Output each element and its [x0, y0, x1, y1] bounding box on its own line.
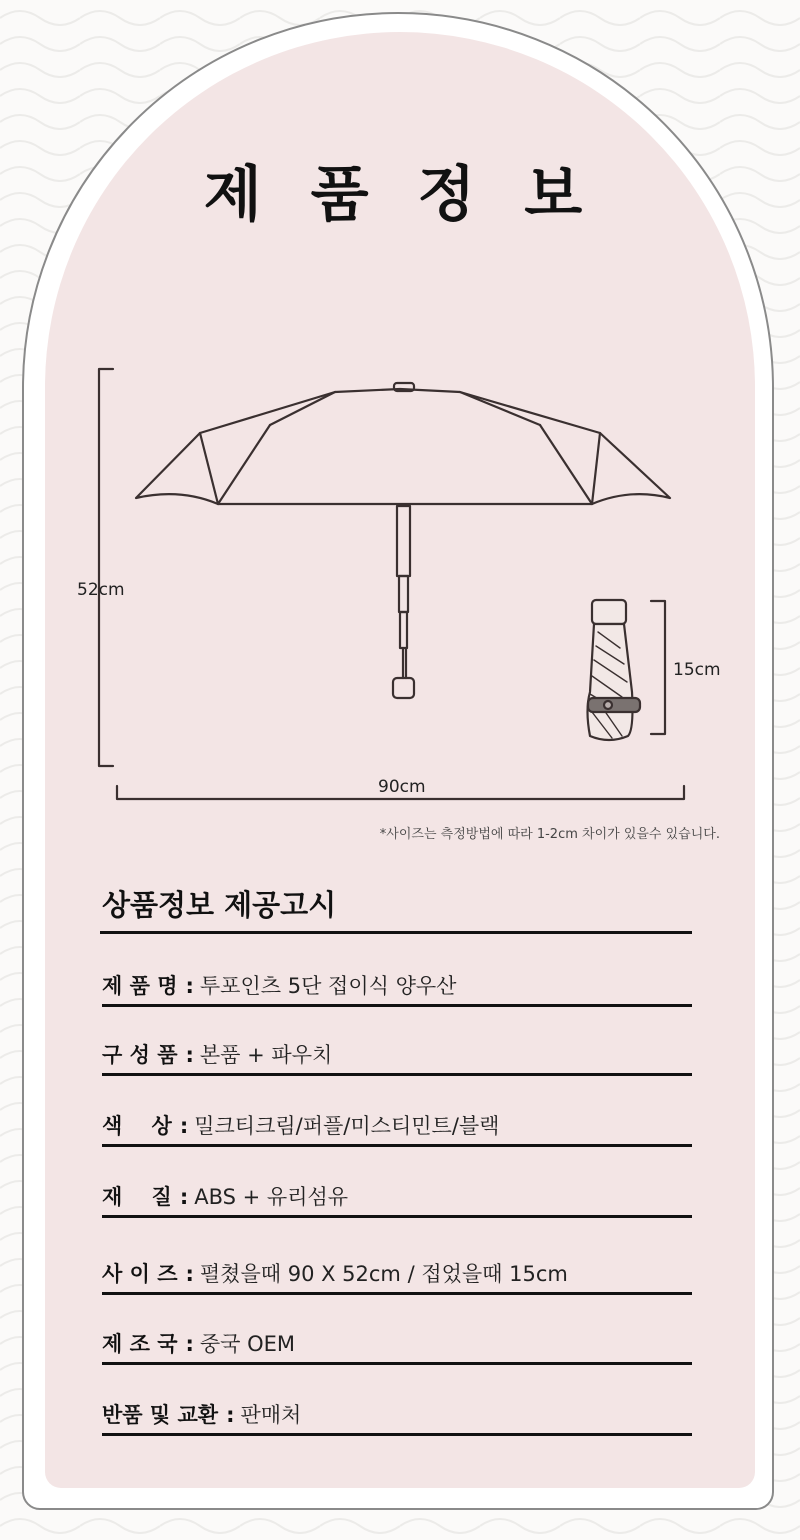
spec-value: ABS + 유리섬유: [194, 1184, 349, 1209]
spec-separator: :: [179, 1113, 189, 1138]
spec-row-product-name: [102, 967, 692, 1007]
spec-separator: :: [185, 1042, 194, 1067]
spec-label: 재 질: [102, 1184, 172, 1209]
spec-value: 밀크티크림/퍼플/미스티민트/블랙: [194, 1113, 500, 1138]
umbrella-handle: [393, 678, 414, 698]
width-label: 90cm: [378, 777, 426, 797]
spec-row-color: [102, 1107, 692, 1147]
spec-separator: :: [185, 1331, 194, 1356]
umbrella-canopy: [136, 389, 670, 504]
page-title: 제 품 정 보: [203, 160, 597, 230]
spec-separator: :: [185, 1261, 194, 1286]
spec-label: 구 성 품: [102, 1042, 178, 1067]
spec-label: 색 상: [102, 1113, 172, 1138]
spec-separator: :: [179, 1184, 189, 1209]
folded-cap: [592, 600, 626, 624]
spec-label: 반품 및 교환: [102, 1402, 219, 1427]
spec-value: 투포인츠 5단 접이식 양우산: [199, 973, 457, 998]
notice-divider: [100, 931, 692, 934]
spec-row-returns: [102, 1396, 692, 1436]
spec-label: 제 조 국: [102, 1331, 178, 1356]
umbrella-shaft: [397, 506, 410, 576]
folded-height-bracket: [651, 601, 665, 734]
spec-row-origin: [102, 1325, 692, 1365]
spec-label: 사 이 즈: [102, 1261, 178, 1286]
umbrella-diagram: [0, 360, 800, 810]
notice-title: 상품정보 제공고시: [102, 888, 337, 922]
size-disclaimer: *사이즈는 측정방법에 따라 1-2cm 차이가 있을수 있습니다.: [379, 827, 720, 842]
spec-row-size: [102, 1255, 692, 1295]
spec-label: 제 품 명: [102, 973, 178, 998]
spec-value: 판매처: [240, 1402, 302, 1427]
spec-separator: :: [185, 973, 194, 998]
folded-height-label: 15cm: [673, 660, 721, 680]
height-label: 52cm: [77, 580, 125, 600]
spec-value: 펼쳤을때 90 X 52cm / 접었을때 15cm: [199, 1261, 568, 1286]
spec-value: 본품 + 파우치: [199, 1042, 333, 1067]
spec-row-components: [102, 1036, 692, 1076]
height-bracket: [99, 369, 113, 766]
spec-separator: :: [226, 1402, 235, 1427]
folded-strap: [588, 698, 640, 712]
spec-value: 중국 OEM: [199, 1331, 296, 1356]
spec-row-material: [102, 1178, 692, 1218]
